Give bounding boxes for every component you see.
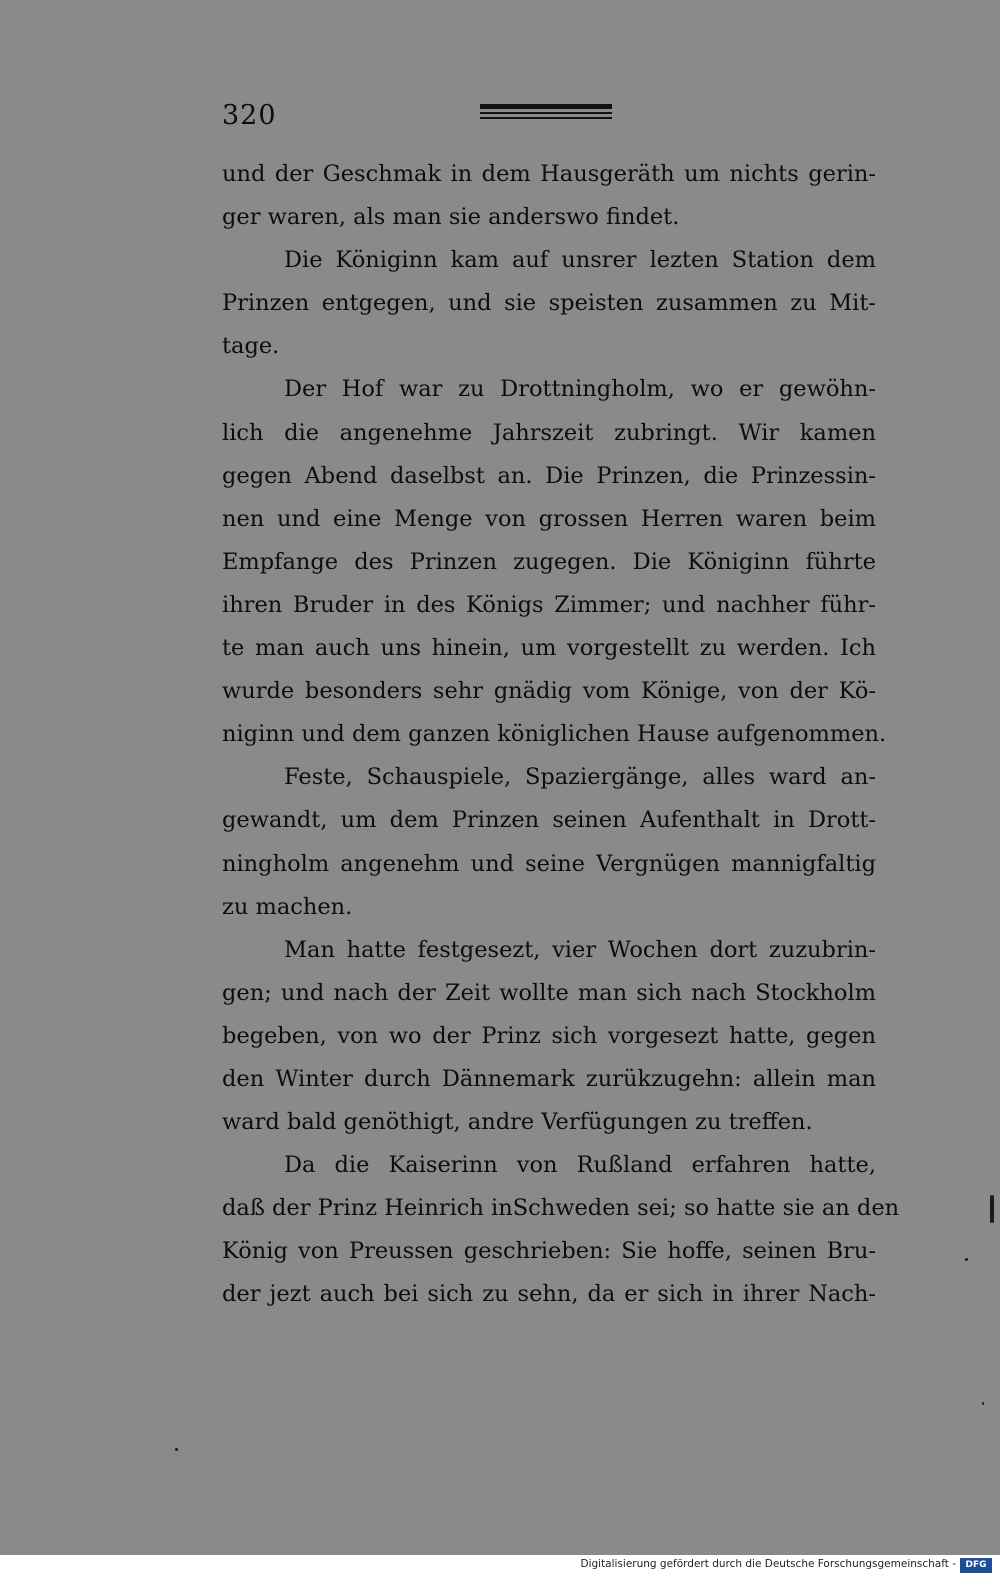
text-line: und der Geschmak in dem Hausgeräth um nichts gerin-	[222, 161, 876, 187]
text-line: nen und eine Menge von grossen Herren waren beim	[222, 505, 876, 532]
header-rule-thin-lower	[480, 117, 612, 119]
text-line: gegen Abend daselbst an. Die Prinzen, die Prinzessin-	[222, 462, 876, 489]
text-line: lich die angenehme Jahrszeit zubringt. Wir kamen	[222, 419, 876, 446]
text-line: ihren Bruder in des Königs Zimmer; und nachher führ-	[222, 591, 876, 618]
scan-speck	[175, 1448, 178, 1451]
scan-speck	[965, 1258, 968, 1261]
text-line: niginn und dem ganzen königlichen Hause aufgenommen.	[222, 721, 887, 748]
text-line: Man hatte festgesezt, vier Wochen dort zuzubrin-	[284, 936, 876, 963]
header-rule-thick	[480, 104, 612, 109]
text-line: ningholm angenehm und seine Vergnügen mannigfaltig	[222, 850, 876, 877]
scan-speck	[990, 1195, 994, 1223]
header-rule-thin	[480, 112, 612, 114]
text-line: den Winter durch Dännemark zurükzugehn: allein man	[222, 1065, 876, 1092]
text-line: ward bald genöthigt, andre Verfügungen zu treffen.	[222, 1109, 813, 1136]
text-line: te man auch uns hinein, um vorgestellt zu werden. Ich	[222, 635, 876, 662]
text-line: Empfange des Prinzen zugegen. Die Königinn führte	[222, 548, 876, 575]
page-number: 320	[222, 100, 277, 131]
text-line: Feste, Schauspiele, Spaziergänge, alles ward an-	[284, 764, 876, 791]
text-line: zu machen.	[222, 893, 353, 920]
scan-speck	[982, 1402, 984, 1405]
footer-credit: Digitalisierung gefördert durch die Deutsche Forschungsgemeinschaft -	[580, 1558, 956, 1570]
text-line: Da die Kaiserinn von Rußland erfahren hatte,	[284, 1152, 876, 1179]
text-line: gewandt, um dem Prinzen seinen Aufenthalt in Drott-	[222, 807, 876, 834]
header-rule	[480, 104, 612, 122]
text-line: König von Preussen geschrieben: Sie hoffe, seinen Bru-	[222, 1238, 876, 1265]
dfg-logo-icon: DFG	[960, 1558, 992, 1573]
text-line: ger waren, als man sie anderswo findet.	[222, 204, 680, 231]
text-line: daß der Prinz Heinrich inSchweden sei; so hatte sie an den	[222, 1195, 900, 1222]
body-text	[222, 153, 900, 1317]
text-line: Die Königinn kam auf unsrer lezten Station dem	[284, 247, 876, 274]
text-line: Prinzen entgegen, und sie speisten zusammen zu Mit-	[222, 290, 876, 317]
text-line: tage.	[222, 333, 280, 360]
text-line: wurde besonders sehr gnädig vom Könige, von der Kö-	[222, 678, 876, 705]
text-line: gen; und nach der Zeit wollte man sich nach Stockholm	[222, 979, 876, 1006]
text-line: Der Hof war zu Drottningholm, wo er gewöhn-	[284, 376, 876, 403]
text-line: begeben, von wo der Prinz sich vorgesezt hatte, gegen	[222, 1022, 876, 1049]
digitization-footer	[0, 1555, 1000, 1576]
text-line: der jezt auch bei sich zu sehn, da er sich in ihrer Nach-	[222, 1281, 876, 1308]
